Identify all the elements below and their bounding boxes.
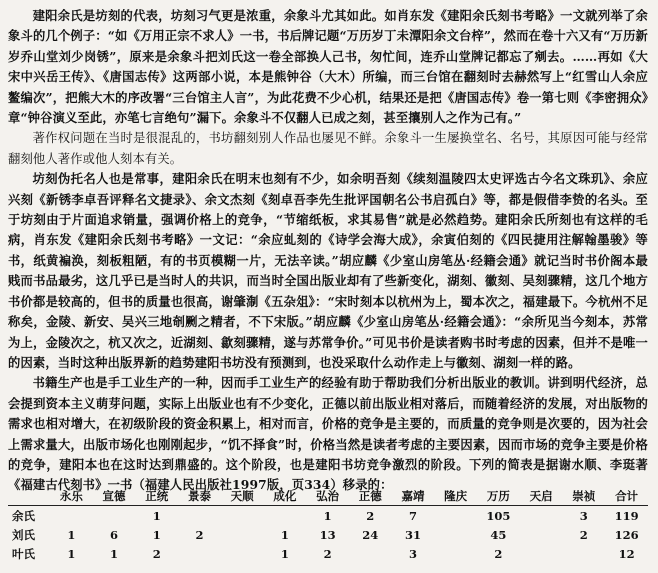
table-cell: 2 <box>195 527 204 542</box>
table-cell <box>50 506 93 526</box>
header-cell: 嘉靖 <box>401 488 425 503</box>
row-label: 叶氏 <box>12 546 35 561</box>
header-cell: 景泰 <box>187 488 211 503</box>
table-row <box>8 544 648 563</box>
table-cell <box>520 525 563 544</box>
table-cell: 1 <box>152 527 161 542</box>
table-cell <box>221 506 264 526</box>
table-cell <box>221 544 264 563</box>
table-cell: 12 <box>618 546 635 561</box>
publishing-count-table <box>8 486 648 563</box>
header-cell: 成化 <box>273 488 297 503</box>
header-cell: 宣德 <box>102 488 126 503</box>
row-label: 余氏 <box>12 508 35 523</box>
paragraph-3: 坊刻伪托名人也是常事，建阳余氏在明末也刻有不少，如余明吾刻《续刻温陵四太史评选古今名文珠玑》、余应兴刻《新锈李卓吾评释名文捷录》、余文杰刻《刻卓吾李先生批评国朝名公书启孤白》等，都是假借李贽的名头。至于坊刻由于片面追求销量，强调价格上的竞争，“节缩纸板，求其易售”就是必然趋势。建阳余氏所刻也有这样的毛病，肖东发《建阳余氏刻书考略》一文记：“余应虬刻的《诗学会海大成》，余寅伯刻的《四民捷用注解翰墨骏》等书，纸黄褊涣，刻板粗陋，有的书页模糊一片，无法辛读。”胡应麟《少室山房笔丛·经籍会通》就记当时书价阁本最贱而书品最劣，这几乎已是当时人的共识，而当时全国出版业却有了些新变化，湖刻、徽刻、吴刻骤精，这几个地方书价都是较高的，但书的质量也很高，谢肇淛《五杂俎》：“宋时刻本以杭州为上，蜀本次之，福建最下。今杭州不足称矣，金陵、新安、吴兴三地剞劂之精者，不下宋版。”胡应麟《少室山房笔丛·经籍会通》：“余所见当今刻本，苏常为上，金陵次之，杭又次之，近湖刻、歙刻骤精，遂与苏常争价。”可见书价是读者购书时考虑的因素，但并不是唯一的因素，当时这种出版界新的趋势建阳书坊没有预测到，也没采取什么动作走上与徽刻、湖刻一样的路。 <box>8 171 648 370</box>
table-cell <box>434 525 477 544</box>
table-cell: 1 <box>280 527 289 542</box>
table-cell <box>93 506 136 526</box>
table-cell <box>349 544 392 563</box>
table-cell: 119 <box>614 508 639 523</box>
data-table <box>8 486 648 563</box>
paragraph-1: 建阳余氏是坊刻的代表，坊刻习气更是浓重，余象斗尤其如此。如肖东发《建阳余氏刻书考略》一文就列举了余象斗的几个例子：“如《万用正宗不求人》一书，书后牌记题“万历岁丁未潭阳余文台梓”，然而在卷十六又有“万历新岁乔山堂刘少岗锈”，原来是余象斗把刘氏这一卷全部换人己书，匆忙间，连乔山堂牌记都忘了剜去。……再如《大宋中兴岳王传》、《唐国志传》这两部小说，本是熊钟谷（大木）所编，而三台馆在翻刻时去赫然写上“红雪山人余应鳌编次”，把熊大木的序改署“三台馆主人言”，为此花费不少心机，结果还是把《唐国志传》卷一第七则《李密拥众》章“钟谷演义至此，亦笔七言绝句”漏下。余象斗不仅翻人已成之刻，甚至攘别人之作为己有。” <box>8 8 648 126</box>
table-row <box>8 525 648 544</box>
table-cell <box>520 544 563 563</box>
table-cell <box>221 525 264 544</box>
header-cell: 正统 <box>145 488 169 503</box>
table-cell: 7 <box>408 508 417 523</box>
table-cell <box>178 544 221 563</box>
header-cell: 隆庆 <box>444 488 468 503</box>
table-cell: 3 <box>408 546 417 561</box>
header-cell <box>8 486 50 506</box>
table-cell <box>178 506 221 526</box>
table-cell: 1 <box>67 527 76 542</box>
header-cell: 崇祯 <box>572 488 596 503</box>
header-cell: 合计 <box>615 488 639 503</box>
table-cell: 105 <box>486 508 511 523</box>
table-cell: 6 <box>110 527 119 542</box>
table-cell <box>562 544 605 563</box>
table-cell: 3 <box>579 508 588 523</box>
table-cell: 2 <box>366 508 375 523</box>
table-cell: 1 <box>67 546 76 561</box>
table-cell: 2 <box>494 546 503 561</box>
paragraph-4: 书籍生产也是手工业生产的一种，因而手工业生产的经验有助于帮助我们分析出版业的教训。讲到明代经济，总会提到资本主义萌芽问题，实际上出版业也有不少变化，正德以前出版业相对落后，而随着经济的发展，对出版物的需求也相对增大，在初级阶段的资金积累上，相对而言，价格的竞争是主要的，而质量的竞争则是次要的，因为社会上需求量大，出版市场化也刚刚起步，“饥不择食”时，价格当然是读者考虑的主要因素，因而市场的竞争主要是价格的竞争，建阳本也在这时达到鼎盛的。这个阶段，也是建阳书坊竞争激烈的阶段。下列的简表是据谢水顺、李珽著《福建古代刻书》一书（福建人民出版社1997版，页334）移录的： <box>8 375 648 493</box>
table-cell: 31 <box>404 527 421 542</box>
table-cell <box>264 506 307 526</box>
table-cell: 2 <box>323 546 332 561</box>
table-cell: 2 <box>152 546 161 561</box>
row-label: 刘氏 <box>12 527 35 542</box>
table-cell <box>434 506 477 526</box>
header-cell: 永乐 <box>59 488 83 503</box>
table-header-row <box>8 486 648 506</box>
header-cell: 天启 <box>529 488 553 503</box>
table-cell <box>434 544 477 563</box>
header-cell: 万历 <box>486 488 510 503</box>
table-cell: 126 <box>614 527 639 542</box>
table-cell: 24 <box>362 527 379 542</box>
table-cell: 45 <box>490 527 507 542</box>
header-cell: 弘治 <box>316 488 340 503</box>
header-cell: 天顺 <box>230 488 254 503</box>
paragraph-2: 著作权问题在当时是很混乱的，书坊翻刻别人作品也屡见不鲜。余象斗一生屡换堂名、名号，其原因可能与经常翻刻他人著作或他人刻本有关。 <box>8 131 648 166</box>
table-cell <box>520 506 563 526</box>
table-cell: 1 <box>152 508 161 523</box>
table-cell: 1 <box>280 546 289 561</box>
table-cell: 1 <box>323 508 332 523</box>
table-row <box>8 506 648 526</box>
table-cell: 2 <box>579 527 588 542</box>
table-cell: 1 <box>110 546 119 561</box>
header-cell: 正德 <box>358 488 382 503</box>
table-cell: 13 <box>319 527 336 542</box>
